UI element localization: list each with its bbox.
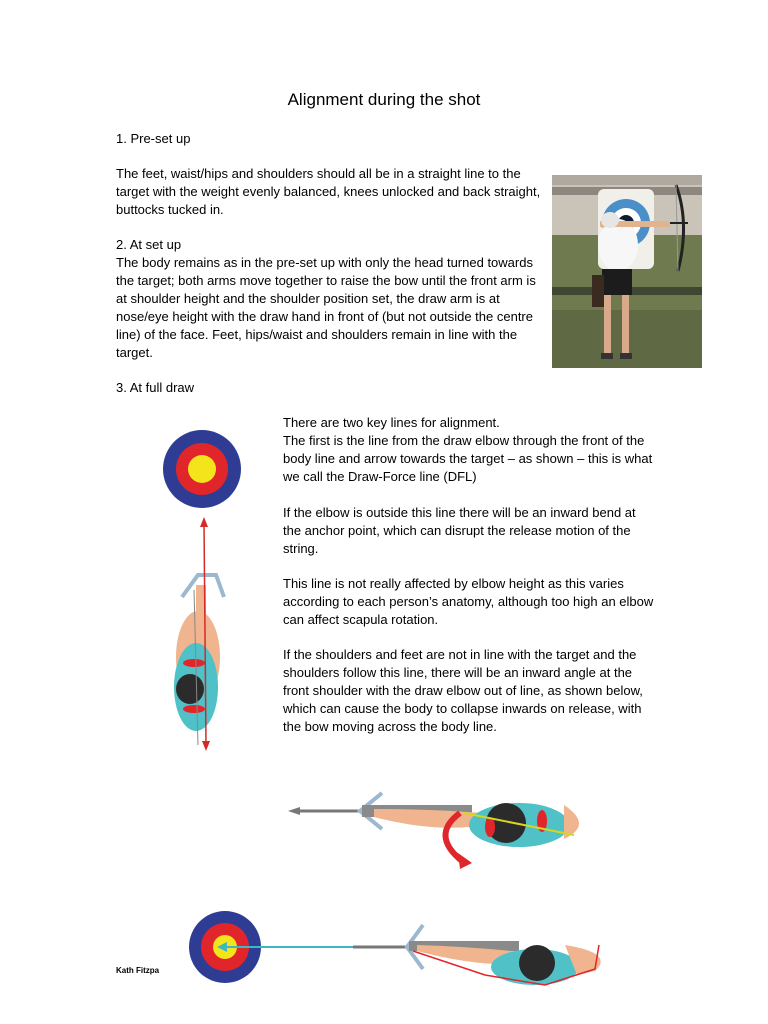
- dfl-top-view-figure: [150, 425, 260, 765]
- inward-angle-figure: [274, 765, 604, 880]
- full-draw-paragraph-4: If the shoulders and feet are not in line with the target and the shoulders follow this line, there will be an inward angle at the front shoulder with the draw elbow out of line, as shown below, which can cause the body to collapse inwards on release, with the bow moving across the body line.: [283, 647, 643, 734]
- archer-photo: [552, 175, 702, 368]
- author-footer: Kath Fitzpa: [116, 966, 160, 975]
- section-heading-set-up: 2. At set up: [116, 237, 182, 252]
- pre-set-up-paragraph: The feet, waist/hips and shoulders should all be in a straight line to the target with the weight evenly balanced, knees unlocked and back straight, buttocks tucked in.: [116, 166, 541, 217]
- full-draw-paragraph-2: If the elbow is outside this line there will be an inward bend at the anchor point, which can disrupt the release motion of the string.: [283, 505, 636, 556]
- full-draw-paragraph-3: This line is not really affected by elbow height as this varies according to each person’s anatomy, although too high an elbow can affect scapula rotation.: [283, 576, 654, 627]
- set-up-paragraph: The body remains as in the pre-set up with only the head turned towards the target; both arms move together to raise the bow until the front arm is at shoulder height and the shoulder position set, the draw arm is at nose/eye height with the draw hand in front of (but not outside the centre line) of the face. Feet, hips/waist and shoulders remain in line with the target.: [116, 255, 536, 360]
- section-heading-pre-set-up: 1. Pre-set up: [116, 131, 191, 146]
- section-heading-full-draw: 3. At full draw: [116, 380, 195, 395]
- full-draw-paragraph-1: There are two key lines for alignment. The first is the line from the draw elbow through the front of the body line and arrow towards the target – as shown – this is what we call the Draw-Force line (DFL): [283, 415, 653, 484]
- page-title: Alignment during the shot: [287, 90, 481, 109]
- target-alignment-figure: [185, 895, 625, 995]
